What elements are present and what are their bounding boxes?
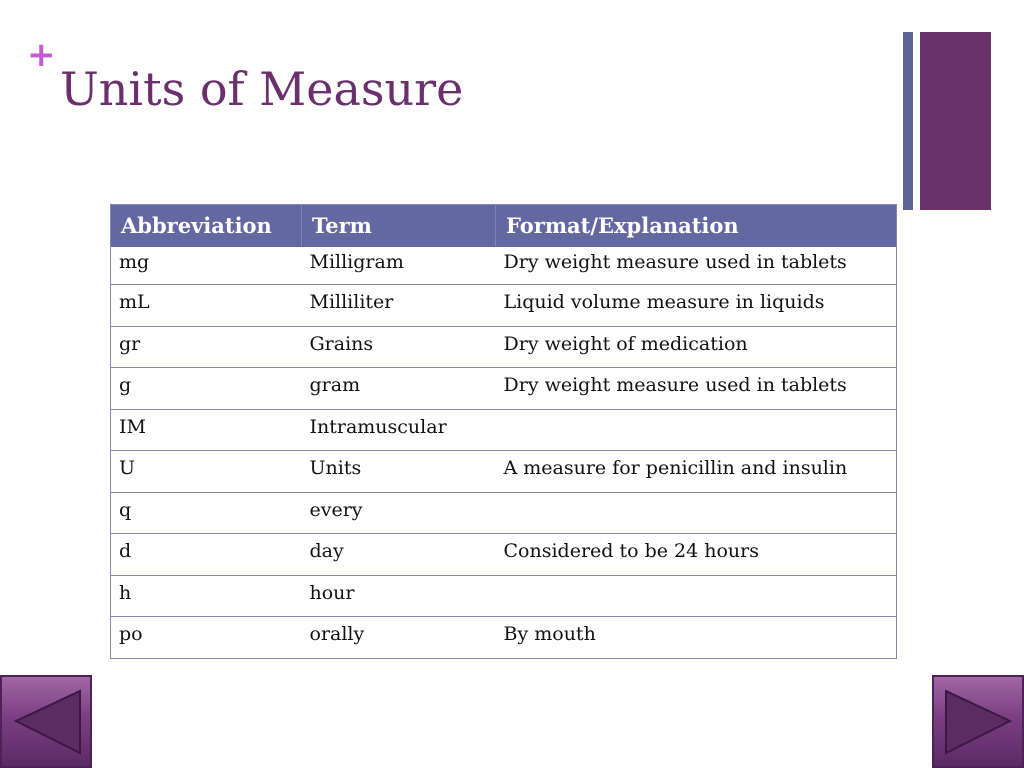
table-row <box>111 617 897 659</box>
next-slide-button[interactable] <box>932 675 1024 768</box>
table-row <box>111 409 897 451</box>
decorative-bar-thick <box>920 32 991 210</box>
previous-slide-button[interactable] <box>0 675 92 768</box>
cell-term: hour <box>302 575 496 617</box>
cell-term: Units <box>302 451 496 493</box>
plus-marker-icon: + <box>27 35 56 75</box>
cell-abbreviation: gr <box>111 326 302 368</box>
triangle-right-icon <box>934 677 1022 766</box>
cell-explanation: Liquid volume measure in liquids <box>496 285 897 327</box>
decorative-bar-thin <box>903 32 913 210</box>
cell-explanation: By mouth <box>496 617 897 659</box>
cell-abbreviation: po <box>111 617 302 659</box>
cell-abbreviation: U <box>111 451 302 493</box>
header-format-explanation: Format/Explanation <box>496 205 897 247</box>
cell-abbreviation: q <box>111 492 302 534</box>
cell-explanation: Considered to be 24 hours <box>496 534 897 576</box>
cell-term: Milliliter <box>302 285 496 327</box>
slide-title: Units of Measure <box>60 62 464 116</box>
table-row <box>111 247 897 285</box>
header-term: Term <box>302 205 496 247</box>
cell-abbreviation: h <box>111 575 302 617</box>
cell-explanation: Dry weight measure used in tablets <box>496 247 897 285</box>
table-row <box>111 285 897 327</box>
cell-explanation <box>496 492 897 534</box>
cell-term: Milligram <box>302 247 496 285</box>
cell-term: orally <box>302 617 496 659</box>
table-row <box>111 492 897 534</box>
cell-abbreviation: IM <box>111 409 302 451</box>
table-row <box>111 368 897 410</box>
cell-explanation: Dry weight of medication <box>496 326 897 368</box>
cell-abbreviation: mL <box>111 285 302 327</box>
units-table <box>110 204 897 659</box>
table-row <box>111 534 897 576</box>
table-row <box>111 451 897 493</box>
table-header-row <box>111 205 897 247</box>
cell-explanation <box>496 409 897 451</box>
cell-term: day <box>302 534 496 576</box>
cell-explanation: Dry weight measure used in tablets <box>496 368 897 410</box>
cell-term: gram <box>302 368 496 410</box>
cell-explanation: A measure for penicillin and insulin <box>496 451 897 493</box>
triangle-left-icon <box>2 677 90 766</box>
cell-term: Intramuscular <box>302 409 496 451</box>
cell-explanation <box>496 575 897 617</box>
cell-abbreviation: mg <box>111 247 302 285</box>
table-row <box>111 575 897 617</box>
cell-term: every <box>302 492 496 534</box>
cell-abbreviation: d <box>111 534 302 576</box>
header-abbreviation: Abbreviation <box>111 205 302 247</box>
cell-abbreviation: g <box>111 368 302 410</box>
table-row <box>111 326 897 368</box>
cell-term: Grains <box>302 326 496 368</box>
